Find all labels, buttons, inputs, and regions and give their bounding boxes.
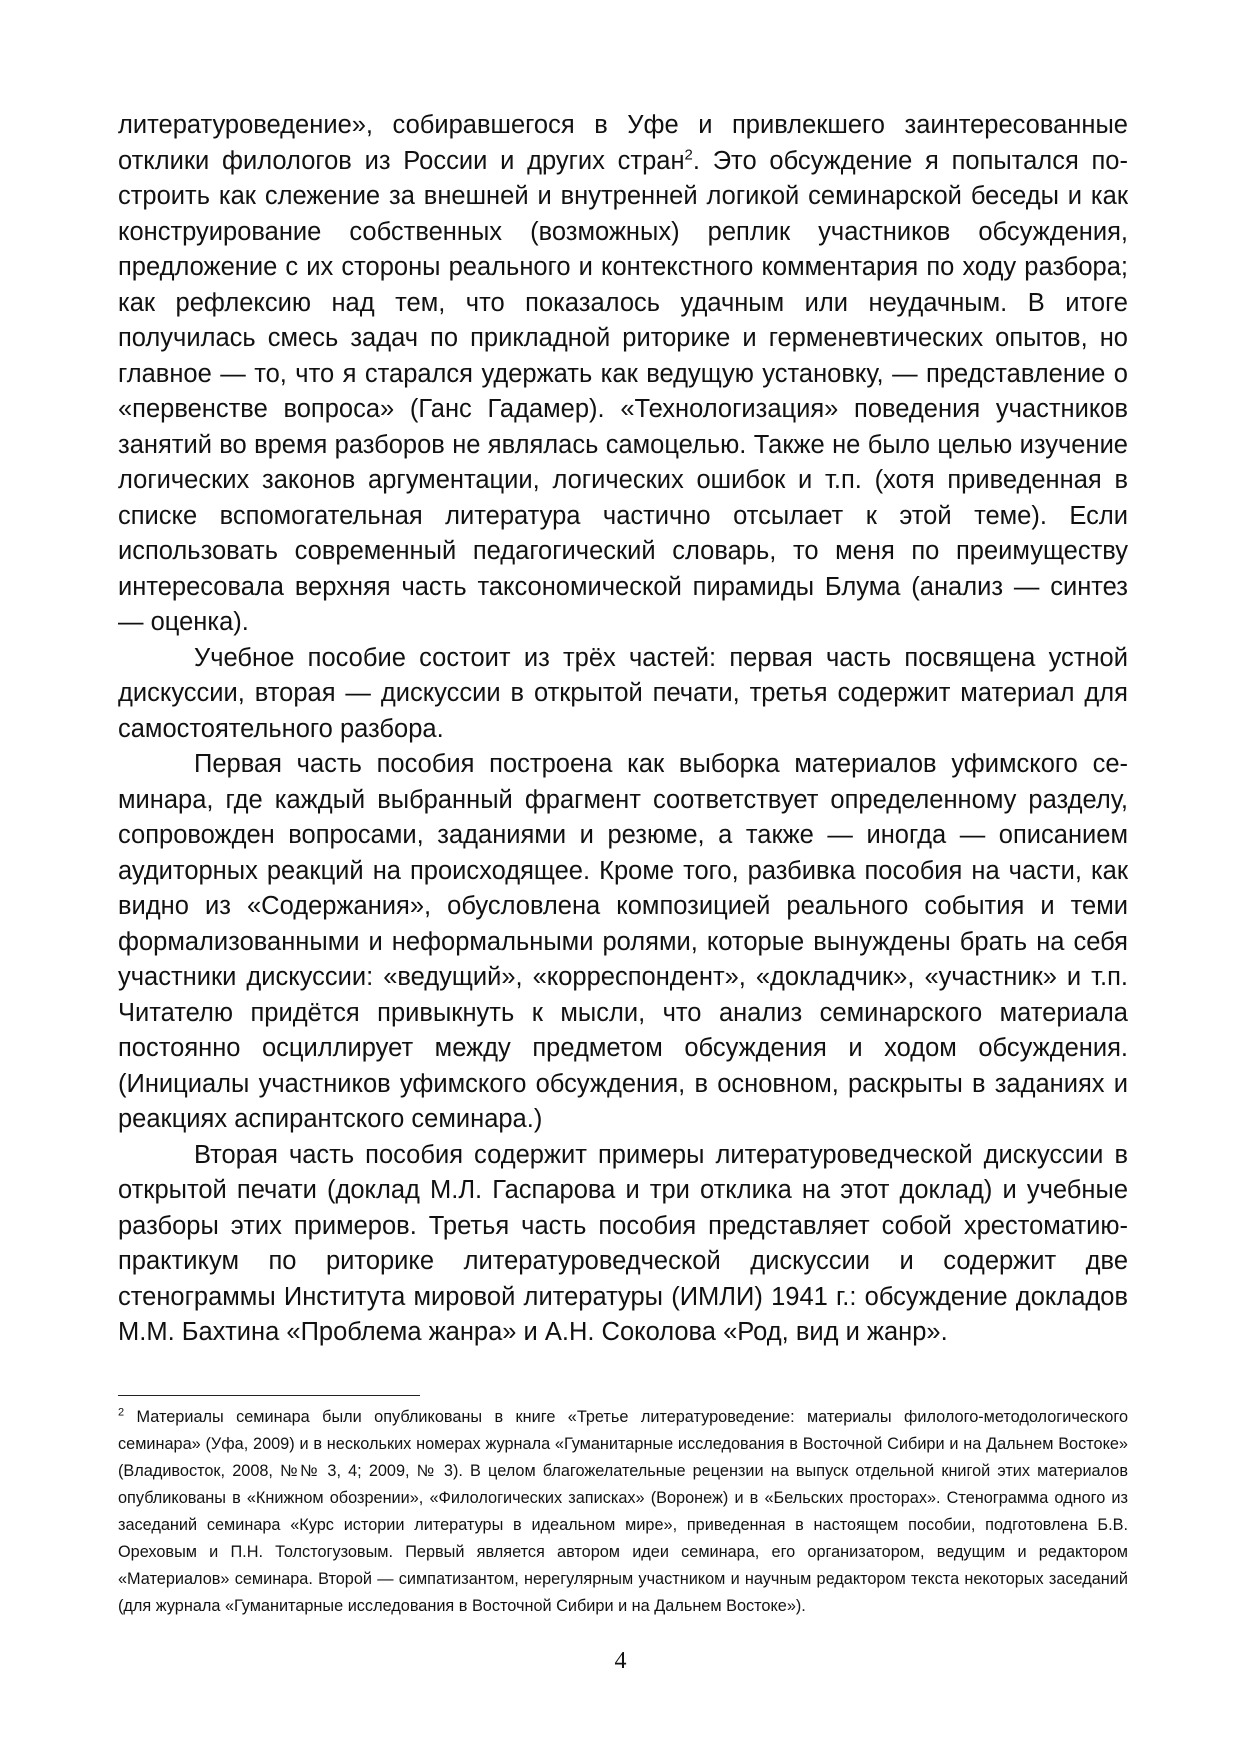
paragraph-1-text-before: литературоведение», собиравшегося в Уфе и привлекшего заинтересованные отклики филологов из России и других стран — [118, 111, 1128, 175]
main-text — [118, 108, 1128, 1351]
paragraph-1-text-after: . Это обсуждение я попытался построить как слежение за внешней и внутренней логикой семинарской беседы и как конструирование собственных (возможных) реплик участников обсуждения, предложение с их стороны реального и контекстного комментария по ходу разбора; как рефлексию над тем, что показалось удачным или неудачным. В итоге получилась смесь задач по прикладной риторике и герменевтических опытов, но главное — то, что я старался удержать как ведущую установку, — представление о «первенстве вопроса» (Ганс Гадамер). «Технологизация» поведения участников занятий во время разборов не являлась самоцелью. Также не было целью изучение логических законов аргументации, логических ошибок и т.п. (хотя приведенная в списке вспомогательная литература частично отсылает к этой теме). Если использовать современный педагогический словарь, то меня по преимуществу интересовала верхняя часть таксономической пирамиды Блума (анализ — синтез — оценка). — [118, 146, 1128, 636]
footnote-separator — [118, 1395, 420, 1396]
footnote-reference[interactable]: 2 — [684, 146, 693, 163]
footnote-marker: 2 — [118, 1406, 125, 1419]
paragraph-1 — [118, 108, 1128, 641]
footnote-text: Материалы семинара были опубликованы в книге «Третье литературоведение: материалы филолого-методологического семинара» (Уфа, 2009) и в нескольких номерах журнала «Гуманитарные исследования в Восточной Сибири и на Дальнем Востоке» (Владивосток, 2008, №№ 3, 4; 2009, № 3). В целом благожелательные рецензии на выпуск отдельной книгой этих материалов опубликованы в «Книжном обозрении», «Филологических записках» (Воронеж) и в «Бельских просторах». Стенограмма одного из заседаний семинара «Курс истории литературы в идеальном мире», приведенная в настоящем пособии, подготовлена Б.В. Ореховым и П.Н. Толстогузовым. Первый является автором идеи семинара, его организатором, ведущим и редактором «Материалов» семинара. Второй — симпатизантом, нерегулярным участником и научным редактором текста некоторых заседаний (для журнала «Гуманитарные исследования в Восточной Сибири и на Дальнем Востоке»). — [118, 1408, 1128, 1615]
paragraph-3: Первая часть пособия построена как выборка материалов уфимского семинара, где каждый выбранный фрагмент соответствует определенному разделу, сопровожден вопросами, заданиями и резюме, а также — иногда — описанием аудиторных реакций на происходящее. Кроме того, разбивка пособия на части, как видно из «Содержания», обусловлена композицией реального события и теми формализованными и неформальными ролями, которые вынуждены брать на себя участники дискуссии: «ведущий», «корреспондент», «докладчик», «участник» и т.п. Читателю придётся привыкнуть к мысли, что анализ семинарского материала постоянно осциллирует между предметом обсуждения и ходом обсуждения. (Инициалы участников уфимского обсуждения, в основном, раскрыты в заданиях и реакциях аспирантского семинара.) — [118, 750, 1128, 1133]
paragraph-4: Вторая часть пособия содержит примеры литературоведческой дискуссии в открытой печати (доклад М.Л. Гаспарова и три отклика на этот доклад) и учебные разборы этих примеров. Третья часть пособия представляет собой хрестоматию-практикум по риторике литературоведческой дискуссии и содержит две стенограммы Института мировой литературы (ИМЛИ) 1941 г.: обсуждение докладов М.М. Бахтина «Проблема жанра» и А.Н. Соколова «Род, вид и жанр». — [118, 1140, 1128, 1346]
footnote — [118, 1404, 1128, 1620]
paragraph-2: Учебное пособие состоит из трёх частей: первая часть посвящена устной дискуссии, вторая — дискуссии в открытой печати, третья содержит материал для самостоятельного разбора. — [118, 643, 1128, 743]
page-number: 4 — [614, 1648, 627, 1674]
